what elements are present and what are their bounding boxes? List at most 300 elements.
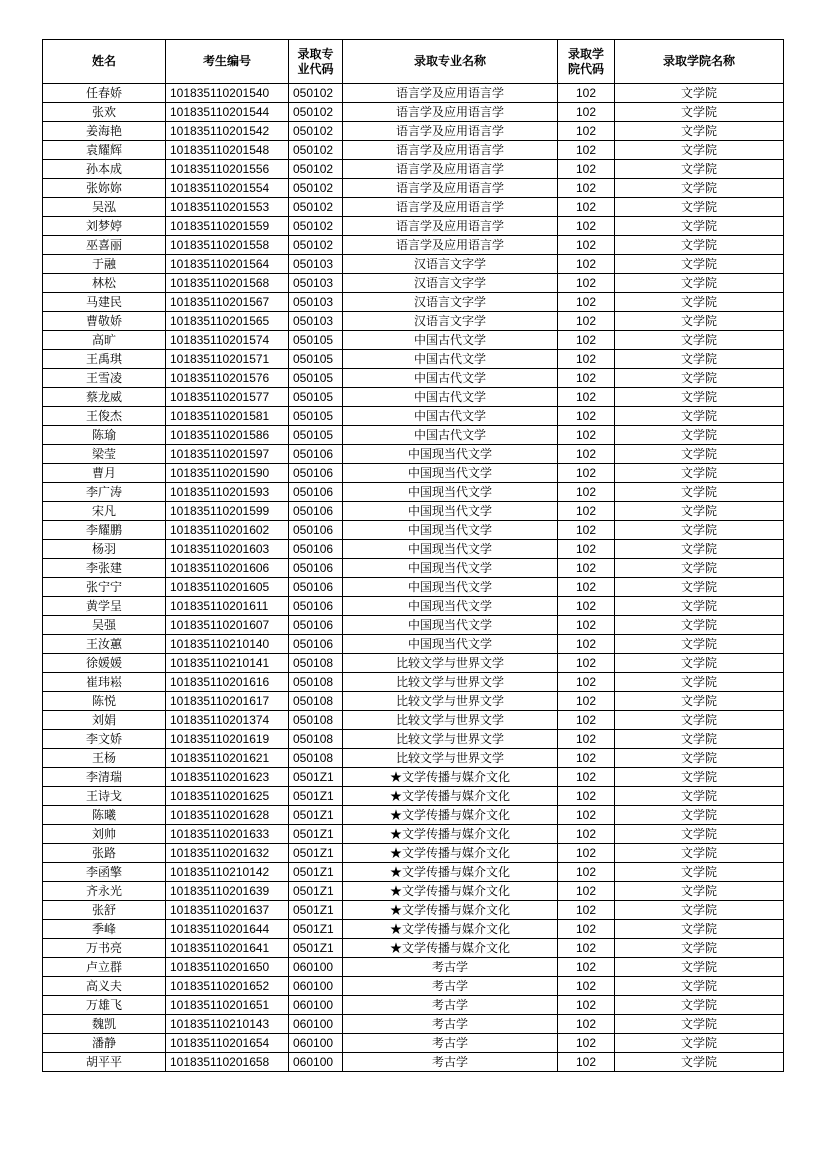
table-row [43, 1034, 784, 1053]
cell-major-code: 060100 [289, 1034, 343, 1053]
cell-name: 李耀鹏 [43, 521, 166, 540]
cell-major-code: 050108 [289, 730, 343, 749]
cell-school-code: 102 [558, 1015, 615, 1034]
cell-school-code: 102 [558, 331, 615, 350]
table-row [43, 901, 784, 920]
cell-candidate-id: 101835110201581 [166, 407, 289, 426]
table-row [43, 559, 784, 578]
cell-major-code: 050106 [289, 616, 343, 635]
cell-name: 李清瑞 [43, 768, 166, 787]
cell-candidate-id: 101835110201576 [166, 369, 289, 388]
cell-major-name: 语言学及应用语言学 [343, 84, 558, 103]
table-row [43, 236, 784, 255]
cell-school-name: 文学院 [615, 103, 784, 122]
cell-school-code: 102 [558, 920, 615, 939]
cell-name: 高旷 [43, 331, 166, 350]
cell-candidate-id: 101835110201606 [166, 559, 289, 578]
cell-school-name: 文学院 [615, 768, 784, 787]
cell-school-code: 102 [558, 977, 615, 996]
cell-candidate-id: 101835110201554 [166, 179, 289, 198]
cell-school-code: 102 [558, 882, 615, 901]
cell-major-code: 0501Z1 [289, 901, 343, 920]
cell-major-code: 050106 [289, 559, 343, 578]
cell-major-code: 050102 [289, 217, 343, 236]
cell-major-code: 050106 [289, 521, 343, 540]
cell-major-name: 中国现当代文学 [343, 578, 558, 597]
cell-candidate-id: 101835110201542 [166, 122, 289, 141]
cell-name: 吴泓 [43, 198, 166, 217]
admission-table [42, 39, 784, 1072]
table-row [43, 882, 784, 901]
cell-name: 刘帅 [43, 825, 166, 844]
cell-major-name: ★文学传播与媒介文化 [343, 863, 558, 882]
cell-name: 王杨 [43, 749, 166, 768]
cell-school-name: 文学院 [615, 521, 784, 540]
cell-candidate-id: 101835110210143 [166, 1015, 289, 1034]
cell-candidate-id: 101835110201603 [166, 540, 289, 559]
cell-candidate-id: 101835110201374 [166, 711, 289, 730]
cell-school-code: 102 [558, 141, 615, 160]
cell-major-code: 0501Z1 [289, 882, 343, 901]
cell-school-name: 文学院 [615, 958, 784, 977]
cell-candidate-id: 101835110201617 [166, 692, 289, 711]
cell-major-code: 050102 [289, 160, 343, 179]
cell-major-name: 汉语言文字学 [343, 255, 558, 274]
cell-school-name: 文学院 [615, 730, 784, 749]
cell-school-name: 文学院 [615, 692, 784, 711]
table-row [43, 445, 784, 464]
cell-candidate-id: 101835110201651 [166, 996, 289, 1015]
cell-candidate-id: 101835110201621 [166, 749, 289, 768]
cell-school-code: 102 [558, 711, 615, 730]
cell-school-code: 102 [558, 122, 615, 141]
cell-candidate-id: 101835110201658 [166, 1053, 289, 1072]
cell-major-name: 语言学及应用语言学 [343, 103, 558, 122]
cell-major-name: 语言学及应用语言学 [343, 141, 558, 160]
table-row [43, 179, 784, 198]
table-row [43, 217, 784, 236]
cell-major-name: 中国现当代文学 [343, 483, 558, 502]
table-row [43, 1015, 784, 1034]
cell-candidate-id: 101835110201639 [166, 882, 289, 901]
cell-major-name: 比较文学与世界文学 [343, 730, 558, 749]
cell-major-code: 050102 [289, 122, 343, 141]
cell-major-code: 0501Z1 [289, 939, 343, 958]
cell-candidate-id: 101835110201616 [166, 673, 289, 692]
table-row [43, 293, 784, 312]
cell-major-code: 050108 [289, 692, 343, 711]
cell-major-name: 中国古代文学 [343, 388, 558, 407]
cell-major-code: 050102 [289, 236, 343, 255]
table-row [43, 578, 784, 597]
cell-school-name: 文学院 [615, 217, 784, 236]
cell-name: 万雄飞 [43, 996, 166, 1015]
cell-school-name: 文学院 [615, 141, 784, 160]
cell-major-name: 中国现当代文学 [343, 635, 558, 654]
table-body [43, 84, 784, 1072]
cell-name: 黄学呈 [43, 597, 166, 616]
table-row [43, 255, 784, 274]
cell-school-name: 文学院 [615, 350, 784, 369]
cell-name: 刘娟 [43, 711, 166, 730]
cell-school-code: 102 [558, 369, 615, 388]
cell-name: 林松 [43, 274, 166, 293]
cell-school-code: 102 [558, 426, 615, 445]
table-row [43, 141, 784, 160]
table-row [43, 635, 784, 654]
cell-school-name: 文学院 [615, 654, 784, 673]
cell-school-name: 文学院 [615, 825, 784, 844]
cell-major-name: 中国古代文学 [343, 426, 558, 445]
cell-school-name: 文学院 [615, 578, 784, 597]
table-row [43, 749, 784, 768]
cell-school-name: 文学院 [615, 464, 784, 483]
cell-school-code: 102 [558, 1034, 615, 1053]
cell-candidate-id: 101835110201597 [166, 445, 289, 464]
cell-candidate-id: 101835110201641 [166, 939, 289, 958]
table-row [43, 711, 784, 730]
cell-school-code: 102 [558, 179, 615, 198]
cell-major-code: 050103 [289, 293, 343, 312]
cell-school-code: 102 [558, 445, 615, 464]
cell-school-code: 102 [558, 350, 615, 369]
cell-name: 张宁宁 [43, 578, 166, 597]
cell-major-code: 050102 [289, 141, 343, 160]
cell-school-name: 文学院 [615, 920, 784, 939]
cell-major-code: 050103 [289, 274, 343, 293]
cell-school-name: 文学院 [615, 369, 784, 388]
cell-name: 王汝蕙 [43, 635, 166, 654]
cell-school-code: 102 [558, 198, 615, 217]
cell-name: 张舒 [43, 901, 166, 920]
cell-school-name: 文学院 [615, 407, 784, 426]
table-row [43, 920, 784, 939]
header-school-code: 录取学 院代码 [558, 40, 615, 84]
table-row [43, 331, 784, 350]
cell-major-name: 语言学及应用语言学 [343, 179, 558, 198]
cell-name: 季峰 [43, 920, 166, 939]
cell-school-name: 文学院 [615, 331, 784, 350]
header-major-name: 录取专业名称 [343, 40, 558, 84]
cell-major-name: ★文学传播与媒介文化 [343, 806, 558, 825]
cell-school-code: 102 [558, 654, 615, 673]
cell-candidate-id: 101835110201611 [166, 597, 289, 616]
cell-major-code: 050106 [289, 445, 343, 464]
cell-major-name: ★文学传播与媒介文化 [343, 882, 558, 901]
table-row [43, 274, 784, 293]
cell-major-name: 考古学 [343, 958, 558, 977]
cell-name: 袁耀辉 [43, 141, 166, 160]
cell-name: 高义夫 [43, 977, 166, 996]
cell-school-code: 102 [558, 217, 615, 236]
cell-candidate-id: 101835110201564 [166, 255, 289, 274]
cell-school-name: 文学院 [615, 236, 784, 255]
table-row [43, 122, 784, 141]
table-row [43, 996, 784, 1015]
cell-major-name: 比较文学与世界文学 [343, 673, 558, 692]
table-row [43, 502, 784, 521]
cell-candidate-id: 101835110201632 [166, 844, 289, 863]
cell-major-name: 比较文学与世界文学 [343, 711, 558, 730]
cell-school-name: 文学院 [615, 483, 784, 502]
cell-school-code: 102 [558, 787, 615, 806]
cell-candidate-id: 101835110201637 [166, 901, 289, 920]
cell-major-code: 050106 [289, 578, 343, 597]
table-row [43, 103, 784, 122]
cell-school-name: 文学院 [615, 673, 784, 692]
cell-school-code: 102 [558, 597, 615, 616]
table-row [43, 426, 784, 445]
cell-major-code: 0501Z1 [289, 844, 343, 863]
cell-candidate-id: 101835110201650 [166, 958, 289, 977]
cell-school-code: 102 [558, 749, 615, 768]
cell-major-name: 考古学 [343, 1015, 558, 1034]
table-row [43, 958, 784, 977]
table-row [43, 388, 784, 407]
table-row [43, 1053, 784, 1072]
cell-school-code: 102 [558, 160, 615, 179]
cell-school-code: 102 [558, 84, 615, 103]
cell-name: 胡平平 [43, 1053, 166, 1072]
cell-name: 徐媛媛 [43, 654, 166, 673]
cell-major-code: 050102 [289, 103, 343, 122]
cell-school-code: 102 [558, 236, 615, 255]
cell-major-code: 060100 [289, 1015, 343, 1034]
cell-major-name: 中国古代文学 [343, 331, 558, 350]
table-row [43, 977, 784, 996]
cell-school-name: 文学院 [615, 977, 784, 996]
cell-school-name: 文学院 [615, 616, 784, 635]
cell-name: 张欢 [43, 103, 166, 122]
cell-candidate-id: 101835110201574 [166, 331, 289, 350]
cell-school-name: 文学院 [615, 1015, 784, 1034]
table-row [43, 654, 784, 673]
cell-major-name: ★文学传播与媒介文化 [343, 920, 558, 939]
cell-school-code: 102 [558, 730, 615, 749]
cell-school-name: 文学院 [615, 84, 784, 103]
cell-major-name: 中国现当代文学 [343, 502, 558, 521]
table-row [43, 540, 784, 559]
cell-major-code: 050102 [289, 179, 343, 198]
cell-major-name: 比较文学与世界文学 [343, 749, 558, 768]
cell-candidate-id: 101835110201565 [166, 312, 289, 331]
cell-major-name: 中国古代文学 [343, 407, 558, 426]
cell-school-code: 102 [558, 540, 615, 559]
cell-name: 李张建 [43, 559, 166, 578]
cell-candidate-id: 101835110201619 [166, 730, 289, 749]
cell-school-name: 文学院 [615, 844, 784, 863]
cell-school-code: 102 [558, 901, 615, 920]
cell-major-code: 050105 [289, 369, 343, 388]
cell-candidate-id: 101835110201559 [166, 217, 289, 236]
cell-school-code: 102 [558, 464, 615, 483]
cell-major-name: 比较文学与世界文学 [343, 654, 558, 673]
cell-name: 李文娇 [43, 730, 166, 749]
cell-school-name: 文学院 [615, 711, 784, 730]
cell-school-name: 文学院 [615, 806, 784, 825]
cell-name: 陈曦 [43, 806, 166, 825]
cell-school-name: 文学院 [615, 787, 784, 806]
cell-school-name: 文学院 [615, 882, 784, 901]
cell-major-code: 050105 [289, 331, 343, 350]
cell-school-code: 102 [558, 635, 615, 654]
cell-name: 王俊杰 [43, 407, 166, 426]
cell-school-name: 文学院 [615, 597, 784, 616]
cell-school-code: 102 [558, 407, 615, 426]
cell-candidate-id: 101835110201577 [166, 388, 289, 407]
cell-school-name: 文学院 [615, 293, 784, 312]
table-row [43, 673, 784, 692]
table-row [43, 464, 784, 483]
cell-major-code: 050106 [289, 464, 343, 483]
cell-major-name: 中国现当代文学 [343, 464, 558, 483]
cell-major-code: 060100 [289, 977, 343, 996]
cell-school-name: 文学院 [615, 160, 784, 179]
cell-name: 梁莹 [43, 445, 166, 464]
cell-candidate-id: 101835110201548 [166, 141, 289, 160]
cell-school-code: 102 [558, 673, 615, 692]
cell-major-code: 060100 [289, 1053, 343, 1072]
cell-school-code: 102 [558, 863, 615, 882]
cell-name: 卢立群 [43, 958, 166, 977]
cell-name: 潘静 [43, 1034, 166, 1053]
cell-school-name: 文学院 [615, 559, 784, 578]
cell-major-code: 050103 [289, 312, 343, 331]
cell-major-name: 中国现当代文学 [343, 540, 558, 559]
cell-major-name: 中国现当代文学 [343, 521, 558, 540]
cell-name: 张妳妳 [43, 179, 166, 198]
cell-name: 任春娇 [43, 84, 166, 103]
cell-school-code: 102 [558, 388, 615, 407]
cell-major-code: 0501Z1 [289, 768, 343, 787]
table-row [43, 350, 784, 369]
cell-major-code: 0501Z1 [289, 825, 343, 844]
cell-candidate-id: 101835110201625 [166, 787, 289, 806]
table-row [43, 521, 784, 540]
cell-school-code: 102 [558, 483, 615, 502]
cell-name: 巫喜丽 [43, 236, 166, 255]
header-row [43, 40, 784, 84]
cell-major-name: 中国现当代文学 [343, 445, 558, 464]
cell-school-name: 文学院 [615, 312, 784, 331]
cell-name: 李广涛 [43, 483, 166, 502]
cell-major-name: 语言学及应用语言学 [343, 160, 558, 179]
table-row [43, 483, 784, 502]
table-row [43, 407, 784, 426]
cell-school-code: 102 [558, 578, 615, 597]
cell-name: 曹月 [43, 464, 166, 483]
table-row [43, 198, 784, 217]
cell-candidate-id: 101835110201652 [166, 977, 289, 996]
cell-school-name: 文学院 [615, 445, 784, 464]
cell-candidate-id: 101835110201568 [166, 274, 289, 293]
cell-school-name: 文学院 [615, 901, 784, 920]
cell-major-name: 中国古代文学 [343, 369, 558, 388]
cell-school-name: 文学院 [615, 996, 784, 1015]
cell-major-name: 比较文学与世界文学 [343, 692, 558, 711]
cell-candidate-id: 101835110210141 [166, 654, 289, 673]
cell-major-code: 050102 [289, 198, 343, 217]
cell-major-name: 考古学 [343, 977, 558, 996]
cell-school-code: 102 [558, 312, 615, 331]
cell-school-name: 文学院 [615, 274, 784, 293]
cell-candidate-id: 101835110201623 [166, 768, 289, 787]
cell-major-name: 语言学及应用语言学 [343, 217, 558, 236]
cell-major-name: 考古学 [343, 996, 558, 1015]
cell-school-name: 文学院 [615, 749, 784, 768]
cell-major-code: 050105 [289, 388, 343, 407]
header-candidate-id: 考生编号 [166, 40, 289, 84]
table-row [43, 768, 784, 787]
cell-school-code: 102 [558, 996, 615, 1015]
cell-name: 陈瑜 [43, 426, 166, 445]
cell-school-name: 文学院 [615, 198, 784, 217]
cell-major-code: 050108 [289, 711, 343, 730]
cell-school-code: 102 [558, 616, 615, 635]
cell-school-code: 102 [558, 958, 615, 977]
cell-candidate-id: 101835110201628 [166, 806, 289, 825]
header-school-name: 录取学院名称 [615, 40, 784, 84]
table-row [43, 160, 784, 179]
table-row [43, 863, 784, 882]
cell-candidate-id: 101835110201605 [166, 578, 289, 597]
cell-school-code: 102 [558, 844, 615, 863]
cell-major-name: 中国现当代文学 [343, 616, 558, 635]
cell-candidate-id: 101835110201540 [166, 84, 289, 103]
cell-candidate-id: 101835110210140 [166, 635, 289, 654]
table-row [43, 597, 784, 616]
cell-major-code: 050106 [289, 635, 343, 654]
cell-school-name: 文学院 [615, 863, 784, 882]
header-major-code: 录取专 业代码 [289, 40, 343, 84]
cell-school-name: 文学院 [615, 1053, 784, 1072]
cell-candidate-id: 101835110201571 [166, 350, 289, 369]
cell-name: 宋凡 [43, 502, 166, 521]
cell-major-name: ★文学传播与媒介文化 [343, 901, 558, 920]
cell-major-name: 汉语言文字学 [343, 312, 558, 331]
cell-major-name: 语言学及应用语言学 [343, 198, 558, 217]
cell-major-code: 050106 [289, 540, 343, 559]
cell-name: 吴强 [43, 616, 166, 635]
cell-school-code: 102 [558, 103, 615, 122]
cell-school-code: 102 [558, 768, 615, 787]
cell-major-name: 中国古代文学 [343, 350, 558, 369]
cell-school-code: 102 [558, 521, 615, 540]
cell-candidate-id: 101835110201558 [166, 236, 289, 255]
cell-name: 李函擎 [43, 863, 166, 882]
cell-school-name: 文学院 [615, 255, 784, 274]
cell-school-code: 102 [558, 274, 615, 293]
table-row [43, 616, 784, 635]
cell-candidate-id: 101835110201599 [166, 502, 289, 521]
cell-name: 孙本成 [43, 160, 166, 179]
cell-candidate-id: 101835110210142 [166, 863, 289, 882]
cell-major-name: ★文学传播与媒介文化 [343, 844, 558, 863]
cell-name: 刘梦婷 [43, 217, 166, 236]
table-row [43, 787, 784, 806]
cell-major-name: 语言学及应用语言学 [343, 236, 558, 255]
cell-school-code: 102 [558, 806, 615, 825]
cell-major-name: 语言学及应用语言学 [343, 122, 558, 141]
cell-major-code: 050106 [289, 502, 343, 521]
cell-major-code: 060100 [289, 958, 343, 977]
cell-major-code: 050108 [289, 749, 343, 768]
cell-candidate-id: 101835110201633 [166, 825, 289, 844]
cell-name: 王禹琪 [43, 350, 166, 369]
cell-candidate-id: 101835110201644 [166, 920, 289, 939]
cell-school-name: 文学院 [615, 635, 784, 654]
cell-school-name: 文学院 [615, 939, 784, 958]
